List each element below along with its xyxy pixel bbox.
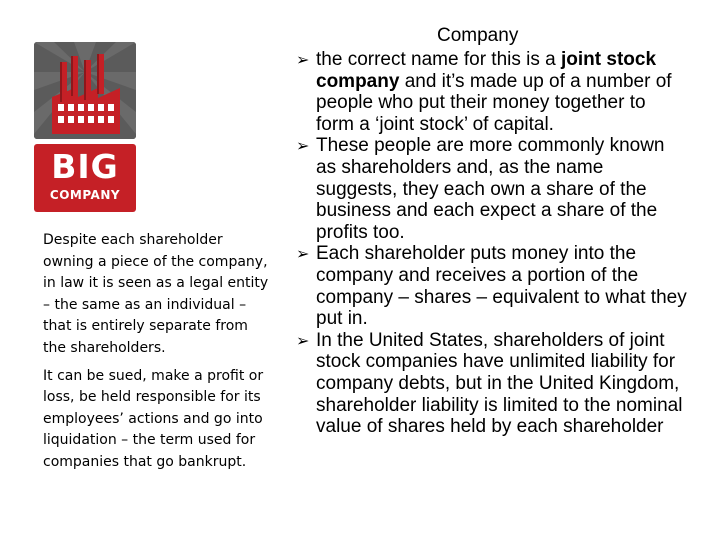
bullet-text-pre: the correct name for this is a — [316, 49, 561, 70]
bullet-item — [296, 330, 688, 438]
left-paragraph-2: It can be sued, make a profit or loss, be held responsible for its employees’ actions and go into liquidation – the term used for companies that go bankrupt. — [43, 367, 264, 470]
bullet-text-bold: joint stock company — [316, 49, 657, 92]
logo-word-big: BIG — [51, 147, 119, 186]
logo-word-company: COMPANY — [49, 188, 121, 202]
bullet-item — [296, 49, 688, 135]
arrow-right-icon: ➢ — [296, 50, 310, 69]
arrow-right-icon: ➢ — [296, 244, 310, 264]
bullet-item — [296, 243, 688, 329]
logo-badge — [34, 144, 136, 212]
big-company-logo — [34, 42, 136, 212]
factory-icon — [34, 42, 136, 139]
bullet-text: In the United States, shareholders of joint stock companies have unlimited liability for company debts, but in the United Kingdom, shareholder liability is limited to the nominal value of shares held by each shareholder — [316, 329, 683, 438]
bullet-text-post: and it’s made up of a number of people who put their money together to form a ‘joint stock’ of capital. — [316, 70, 672, 135]
bullet-text — [316, 49, 688, 135]
slide-title: Company — [437, 25, 519, 46]
bullet-item — [296, 135, 688, 243]
arrow-right-icon: ➢ — [296, 136, 310, 156]
left-paragraph-1: Despite each shareholder owning a piece of the company, in law it is seen as a legal entity – the same as an individual – that is entirely separate from the shareholders. — [43, 232, 269, 356]
bullet-text: Each shareholder puts money into the company and receives a portion of the company – shares – equivalent to what they put in. — [316, 243, 687, 330]
bullet-list — [296, 49, 688, 438]
bullet-text: These people are more commonly known as shareholders and, as the name suggests, they each own a share of the business and each expect a share of the profits too. — [316, 135, 665, 243]
left-text-block — [43, 230, 275, 474]
arrow-right-icon: ➢ — [296, 330, 310, 350]
